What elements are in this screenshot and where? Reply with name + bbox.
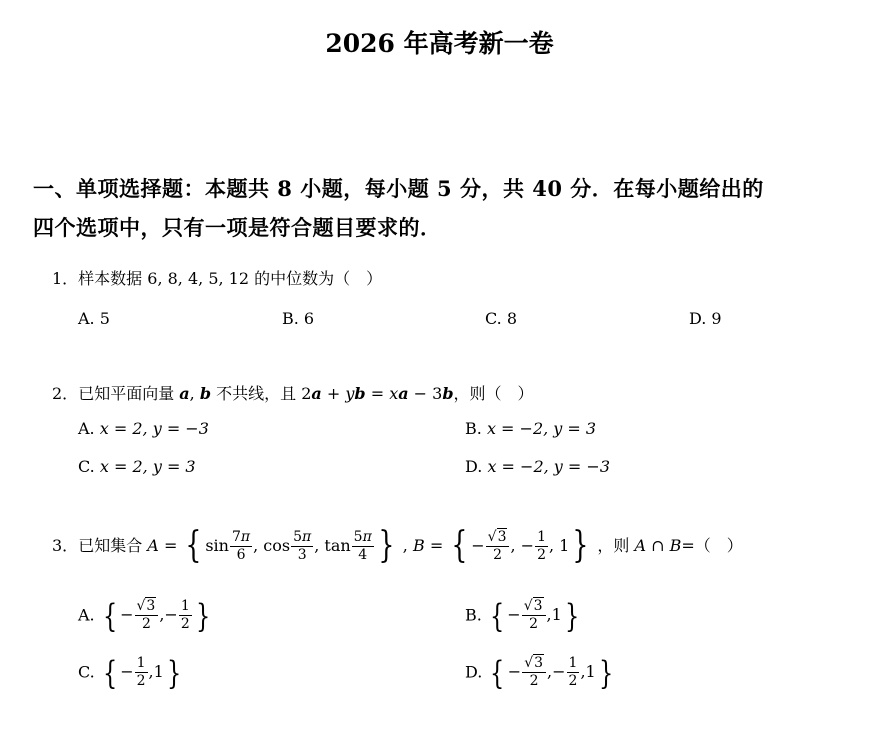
- question-2-option-b[interactable]: B. x = −2, y = 3: [465, 419, 597, 438]
- question-3-option-a[interactable]: A. { − $\frac{√3}{2}$ ,− $\frac{1}{2}$ }: [78, 596, 211, 635]
- question-2-text-b: 不共线，且: [216, 384, 297, 403]
- vector-expression: a, b: [179, 384, 212, 403]
- question-1-option-b[interactable]: B. 6: [282, 309, 315, 328]
- set-B-expression: B = { − $\frac{√3}{2}$ , − $\frac{1}{2}$ , 1}: [412, 525, 589, 566]
- set-A-expression: A = { sin $\frac{7\pi}{6}$ , cos $\frac{5\pi}{3}$ , tan $\frac{5\pi}{4}$ }: [147, 525, 395, 566]
- section-heading-line-1: 一、单项选择题：本题共 8 小题，每小题 5 分，共 40 分．在每小题给出的: [33, 176, 764, 201]
- question-1-option-a[interactable]: A. 5: [78, 309, 110, 328]
- section-heading-line-2: 四个选项中，只有一项是符合题目要求的．: [33, 215, 442, 240]
- document-title: 2026 年高考新一卷: [325, 29, 554, 58]
- question-1-option-c[interactable]: C. 8: [485, 309, 518, 328]
- question-3-option-b[interactable]: B. { − $\frac{√3}{2}$ ,1}: [465, 596, 580, 635]
- question-2-number: 2．: [52, 384, 79, 403]
- intersection-expression: A ∩ B: [634, 536, 682, 555]
- question-2-option-c[interactable]: C. x = 2, y = 3: [78, 457, 196, 476]
- question-2-option-d[interactable]: D. x = −2, y = −3: [465, 457, 610, 476]
- question-2-option-a[interactable]: A. x = 2, y = −3: [78, 419, 209, 438]
- question-3-option-c[interactable]: C. { − $\frac{1}{2}$ ,1}: [78, 653, 182, 692]
- question-2-text-a: 已知平面向量: [78, 384, 175, 403]
- question-3-option-d[interactable]: D. { − $\frac{√3}{2}$ ,− $\frac{1}{2}$ ,1}: [465, 653, 614, 692]
- question-1-stem: 1．样本数据 6, 8, 4, 5, 12 的中位数为（ ）: [52, 269, 383, 288]
- question-2-stem: [52, 381, 534, 404]
- question-2-text-c: ，则（ ）: [453, 384, 534, 403]
- vector-equation: 2a + yb = xa − 3b: [301, 384, 454, 403]
- question-1-option-d[interactable]: D. 9: [689, 309, 722, 328]
- question-3-stem: 3．已知集合 A = { sin $\frac{7\pi}{6}$ , cos $\frac{5\pi}{3}$ , tan $\frac{5\pi}{4}$ } , B = { − $\frac{√3}{2}$ , − $\frac{1}{2}$ , 1} ，则 A ∩ B=（ ）: [52, 525, 743, 566]
